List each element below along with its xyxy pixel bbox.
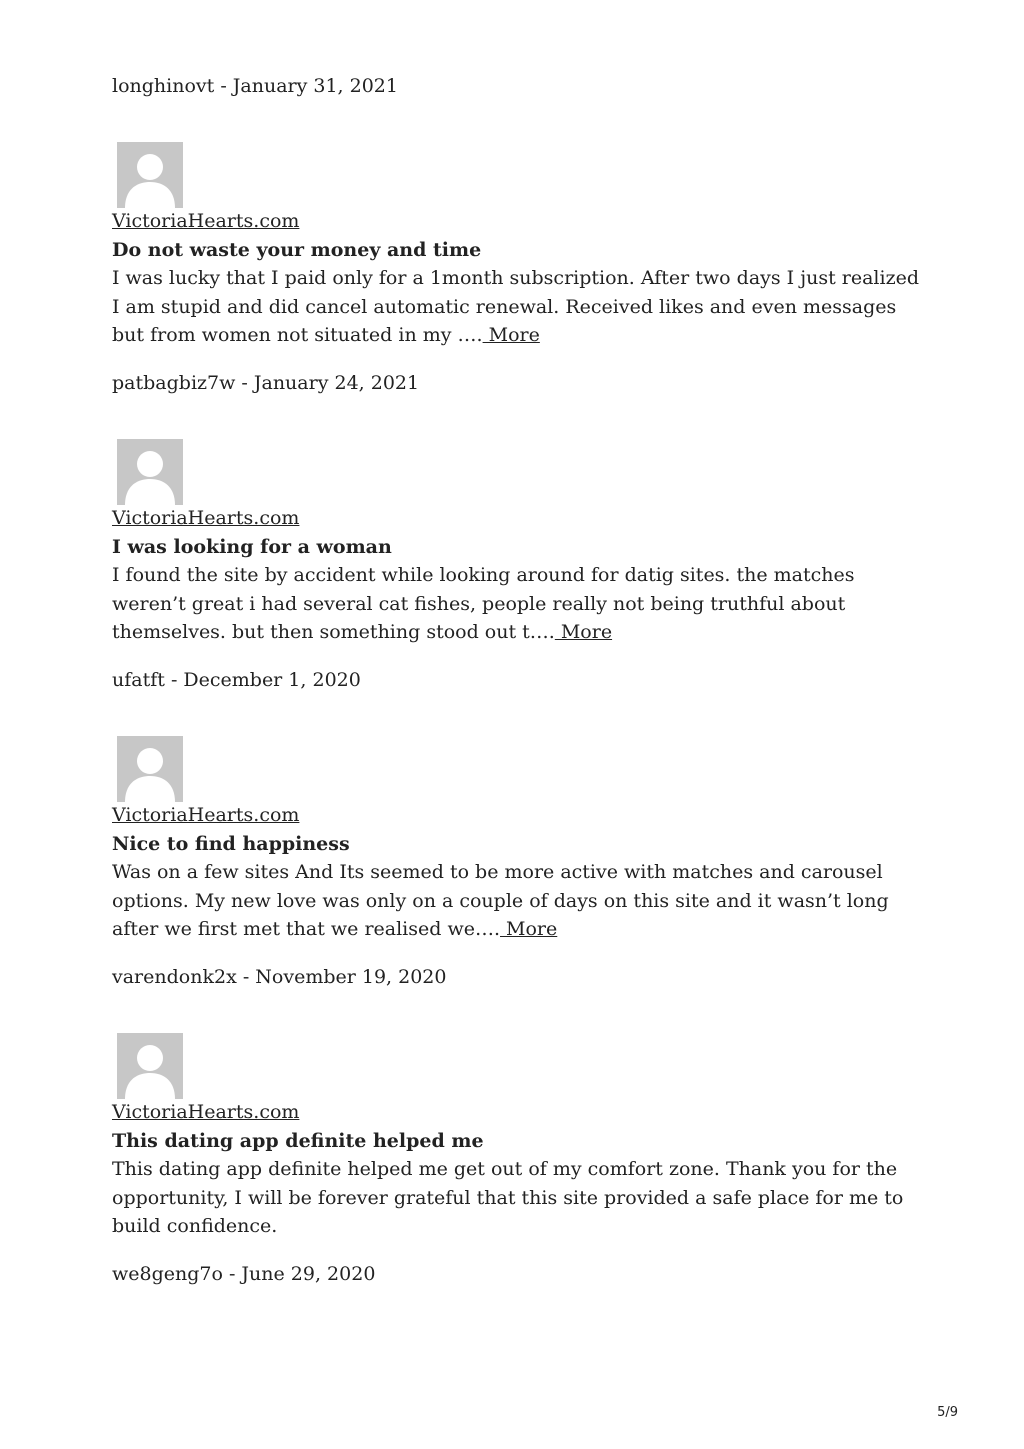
review-body	[112, 561, 927, 647]
default-user-avatar-icon	[117, 439, 183, 505]
review-meta: we8geng7o - June 29, 2020	[112, 1263, 376, 1285]
review-title: Nice to find happiness	[112, 833, 350, 855]
review-text: Was on a few sites And Its seemed to be more active with matches and carousel options. My new love was only on a couple of days on this site and it wasn’t long after we first met that we realised we….	[112, 861, 889, 940]
review-text: This dating app definite helped me get out of my comfort zone. Thank you for the opportunity, I will be forever grateful that this site provided a safe place for me to build confidence.	[112, 1158, 904, 1237]
review-body	[112, 858, 927, 944]
site-link[interactable]: VictoriaHearts.com	[112, 804, 300, 826]
review-body	[112, 1155, 927, 1241]
review-title: This dating app definite helped me	[112, 1130, 484, 1152]
avatar-icon	[117, 1033, 183, 1099]
avatar-icon	[117, 142, 183, 208]
more-link[interactable]: More	[482, 324, 540, 346]
review-text: I found the site by accident while looking around for datig sites. the matches weren’t great i had several cat fishes, people really not being truthful about themselves. but then something stood out t….	[112, 564, 855, 643]
more-link[interactable]: More	[554, 621, 613, 643]
more-link[interactable]: More	[500, 918, 558, 940]
review-title: Do not waste your money and time	[112, 239, 482, 261]
site-link[interactable]: VictoriaHearts.com	[112, 507, 300, 529]
review-body	[112, 264, 927, 350]
review-meta: varendonk2x - November 19, 2020	[112, 966, 447, 988]
review-text: I was lucky that I paid only for a 1month subscription. After two days I just realized I am stupid and did cancel automatic renewal. Received likes and even messages but from women not situated in my ….	[112, 267, 919, 346]
avatar-icon	[117, 736, 183, 802]
page-number: 5/9	[937, 1405, 958, 1420]
review-meta: ufatft - December 1, 2020	[112, 669, 361, 691]
default-user-avatar-icon	[117, 1033, 183, 1099]
site-link[interactable]: VictoriaHearts.com	[112, 210, 300, 232]
avatar-icon	[117, 439, 183, 505]
review-title: I was looking for a woman	[112, 536, 392, 558]
site-link[interactable]: VictoriaHearts.com	[112, 1101, 300, 1123]
review-meta: longhinovt - January 31, 2021	[112, 75, 398, 97]
review-meta: patbagbiz7w - January 24, 2021	[112, 372, 420, 394]
default-user-avatar-icon	[117, 736, 183, 802]
default-user-avatar-icon	[117, 142, 183, 208]
